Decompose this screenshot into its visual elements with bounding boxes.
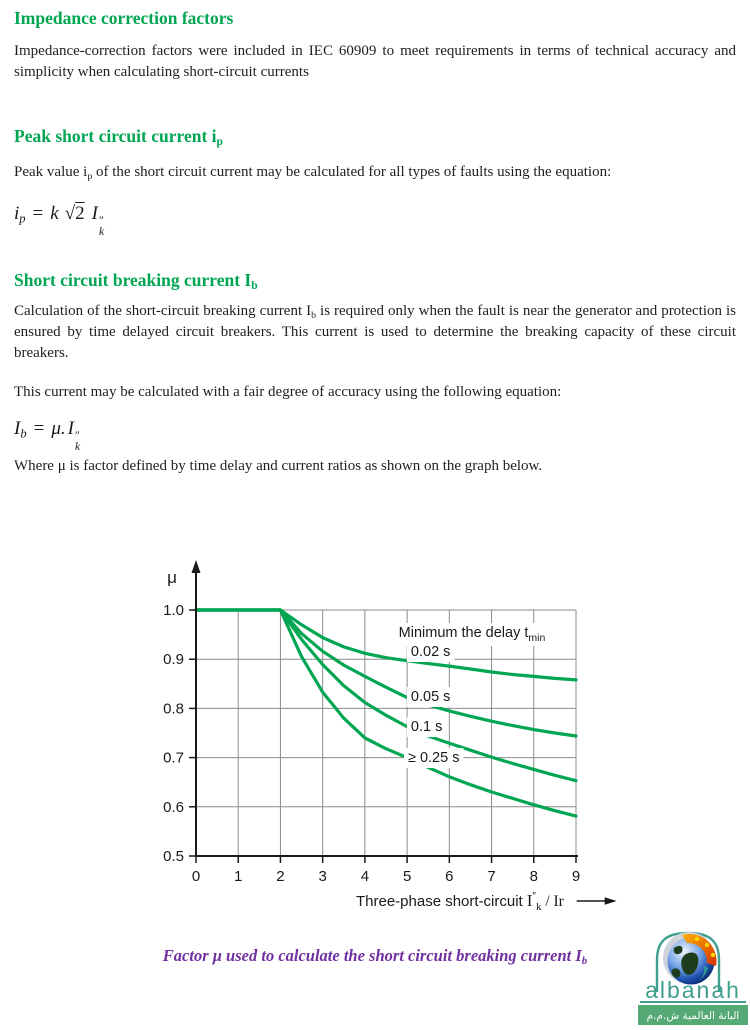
curve-label-2: 0.1 s [410, 719, 443, 736]
eq1-lhs: i [14, 203, 20, 224]
eq2-supsub [75, 431, 80, 453]
y-axis-label: μ [167, 568, 177, 587]
y-axis-arrow-icon [192, 560, 201, 573]
heading-peak-current [14, 126, 736, 147]
y-tick-label: 1.0 [163, 602, 184, 619]
y-tick-label: 0.5 [163, 848, 184, 865]
paragraph-peak-value [14, 162, 736, 183]
eq1-factor: k [50, 203, 59, 224]
x-tick-label: 9 [571, 868, 581, 885]
y-tick-label: 0.7 [163, 749, 184, 767]
para-breaking-post: is required only when the fault is near the generator and protection is ensured by time delayed circuit breakers. This current is used to determine the breaking capacity of these circuit breakers. [14, 303, 736, 361]
heading-breaking-sub: b [251, 280, 258, 293]
caption-text: Factor μ used to calculate the short circuit breaking current I [162, 946, 582, 965]
x-tick-label: 1 [234, 868, 243, 885]
eq1-sub: k [98, 225, 105, 238]
heading-peak-sub: p [216, 136, 223, 149]
x-tick-label: 8 [529, 868, 538, 885]
heading-impedance: Impedance correction factors [14, 8, 234, 28]
curve-label-0: 0.02 s [410, 644, 451, 661]
para-peak-pre: Peak value i [14, 164, 88, 180]
equation-peak-current [14, 203, 736, 238]
x-tick-label: 0 [191, 868, 201, 885]
eq1-radicand: 2 [75, 203, 85, 224]
eq2-sup: ″ [74, 429, 80, 442]
heading-peak-text: Peak short circuit current i [14, 126, 217, 146]
x-tick-label: 3 [318, 868, 327, 885]
para-breaking-pre: Calculation of the short-circuit breaking current I [14, 303, 312, 319]
eq2-equals: = [33, 418, 45, 439]
x-tick-label: 6 [445, 868, 454, 885]
curve-label-1: 0.05 s [410, 689, 451, 706]
heading-breaking-text: Short circuit breaking current I [14, 270, 252, 290]
eq1-sup: ″ [98, 214, 104, 227]
company-logo [636, 926, 750, 1027]
eq1-equals: = [32, 203, 44, 224]
equation-breaking-current [14, 418, 736, 453]
eq2-factor: μ. [51, 418, 66, 439]
y-tick-label: 0.6 [163, 798, 184, 816]
y-tick-label: 0.9 [163, 651, 184, 669]
para-breaking-sub: b [311, 309, 317, 321]
logo-arabic-text: البانة العالمية ش.م.م [646, 1010, 740, 1022]
x-tick-label: 4 [360, 868, 370, 885]
x-axis-arrow-icon [605, 897, 617, 905]
caption-sub: b [581, 955, 588, 968]
paragraph-impedance: Impedance-correction factors were included in IEC 60909 to meet requirements in terms of technical accuracy and simplicity when calculating short-circuit currents [14, 43, 736, 80]
mu-factor-chart [0, 542, 750, 932]
x-axis-label: Three-phase short-circuit $I''_k$ / Ir [356, 891, 564, 913]
eq1-symbol: I [91, 203, 98, 224]
eq2-sub: k [74, 440, 80, 453]
paragraph-where-mu: Where μ is factor defined by time delay and current ratios as shown on the graph below. [14, 458, 543, 474]
paragraph-breaking-current [14, 301, 736, 364]
para-peak-post: of the short circuit current may be calculated for all types of faults using the equation: [92, 164, 612, 180]
curve-label-3: ≥ 0.25 s [407, 750, 460, 767]
x-tick-label: 5 [402, 868, 412, 885]
eq2-lhs-sub: b [20, 426, 27, 441]
eq1-supsub [99, 216, 104, 238]
eq1-radical: √ [64, 203, 76, 224]
heading-breaking-current [14, 270, 736, 291]
eq2-lhs: I [14, 418, 21, 439]
paragraph-accuracy: This current may be calculated with a fair degree of accuracy using the following equation: [14, 384, 562, 400]
para-peak-sub: p [87, 170, 93, 182]
logo-brand-text: albanah [645, 977, 741, 1003]
x-tick-label: 2 [276, 868, 285, 885]
eq2-symbol: I [67, 418, 74, 439]
eq1-lhs-sub: p [19, 211, 26, 226]
x-tick-label: 7 [487, 868, 496, 885]
chart-annotation: Minimum the delay $t_{min}$ [398, 625, 546, 645]
y-tick-label: 0.8 [163, 700, 184, 718]
